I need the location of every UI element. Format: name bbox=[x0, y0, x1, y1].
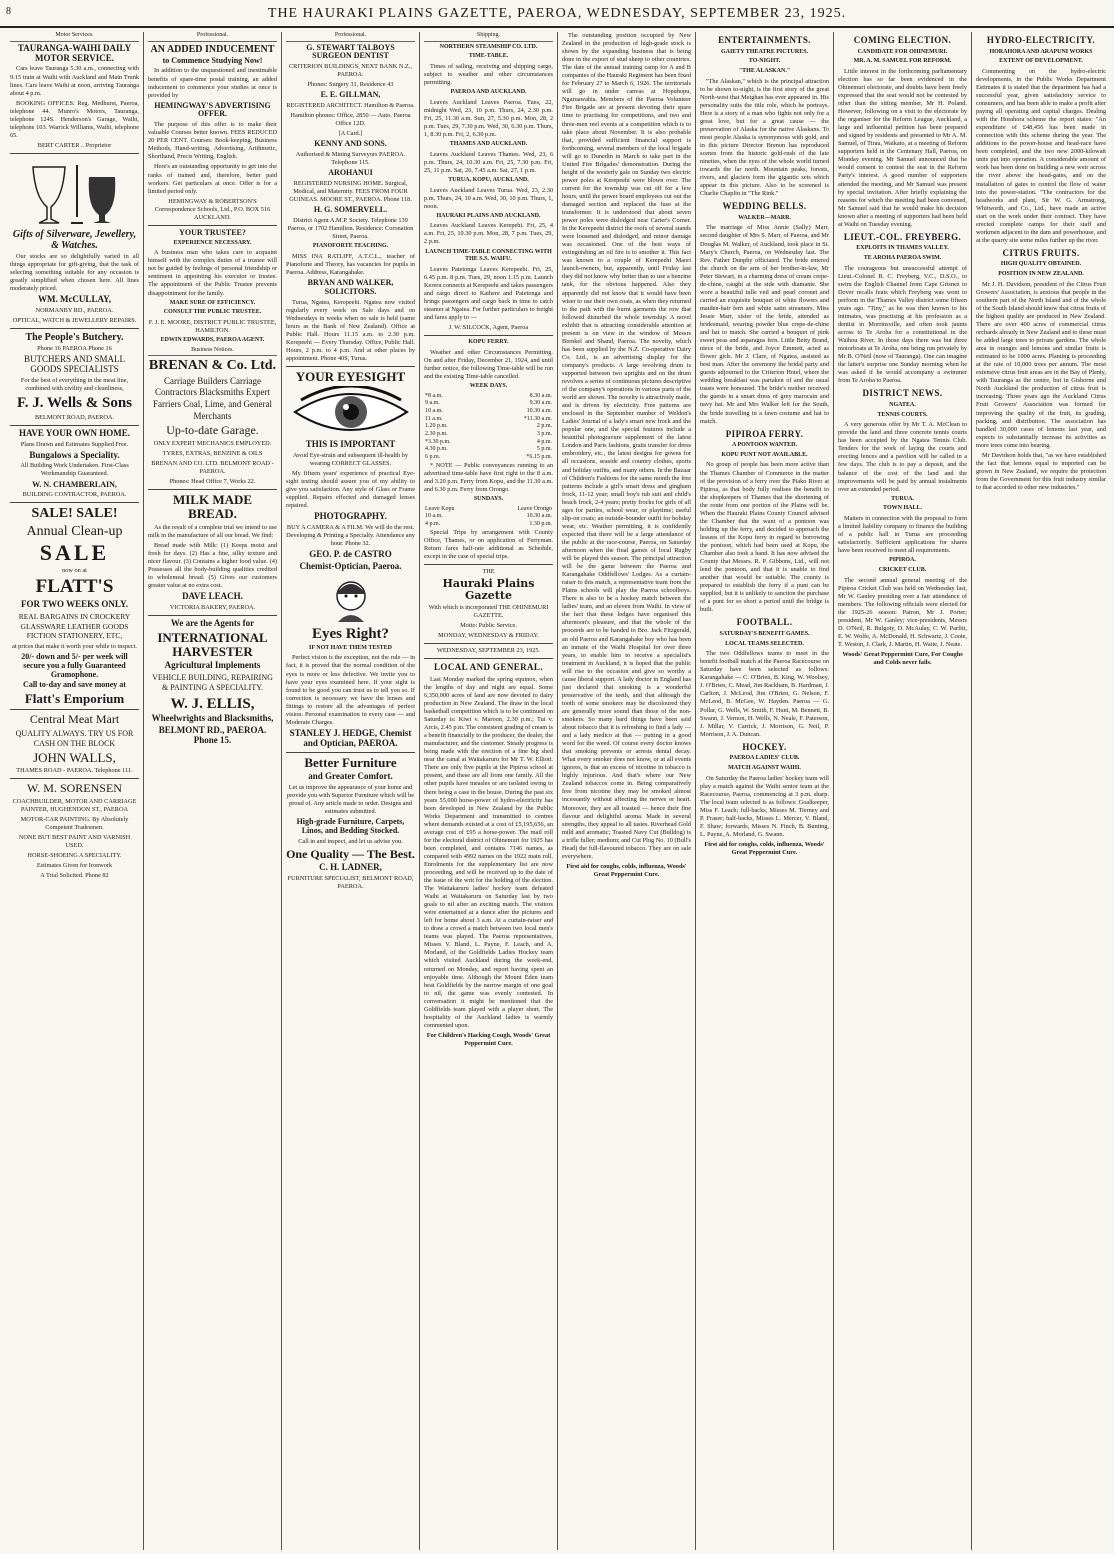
table-row bbox=[424, 454, 553, 462]
ad-body: TYRES, EXTRAS, BENZINE & OILS bbox=[162, 449, 263, 457]
ad-subhead: MAKE SURE OF EFFICIENCY. bbox=[169, 299, 256, 306]
table-cell: 10 a.m. bbox=[425, 513, 443, 520]
ad-body: Leaves Auckland Leaves Kerepehi. Fri, 25, 4 a.m. Fri, 25, 10.30 p.m. Mon, 28, 7 p.m. Tues, 29, 2 p.m. bbox=[424, 222, 553, 246]
article-headline: COMING ELECTION. bbox=[853, 35, 952, 45]
ad-subhead: PIANOFORTE TEACHING. bbox=[312, 243, 389, 250]
ad-headline: Agricultural Implements bbox=[164, 660, 261, 671]
article-headline: HYDRO-ELECTRICITY. bbox=[986, 35, 1096, 45]
ad-headline: FOR TWO WEEKS ONLY. bbox=[20, 599, 129, 610]
ad-subhead: EDWIN EDWARDS, PAEROA AGENT. bbox=[160, 337, 265, 343]
ad-body: CRITERION BUILDINGS, NEXT BANK N.Z., PAEROA. bbox=[288, 63, 413, 79]
ad-body: REGISTERED NURSING HOME. Surgical, Medical, and Maternity. FEES FROM FOUR GUINEAS. MOORE ST., PAEROA. Phone 118. bbox=[289, 180, 412, 204]
ad-body: Call in and inspect, and let us advise you. bbox=[298, 837, 403, 845]
column-shipping bbox=[420, 32, 558, 1550]
column-motor-services bbox=[6, 32, 144, 1550]
ad-subhead: NORTHERN STEAMSHIP CO. LTD. bbox=[439, 43, 538, 50]
ad-body: HORSE-SHOEING A SPECIALITY. bbox=[27, 851, 122, 859]
ad-body: Cars leave Tauranga 5.30 a.m., connecting with 9.15 train at Waihi with Auckland and Main Trunk lines. Cars leave Waihi at noon, arriving Tauranga about 4 p.m. bbox=[10, 65, 139, 97]
ad-body: Leaves Patetonga Leaves Kerepeehi. Fri, 25, 6.45 p.m. 8 p.m. Tues, 29, noon 1.15 p.m. Launch Kereru connects at Kerepeehi and takes passengers and cargo direct to Kaihere and Patetonga and brings passengers and cargo back in time to catch steamer at Ngatea. For further particulars to freight and fares apply to — bbox=[424, 265, 553, 322]
ad-body: Estimates Given for Ironwork bbox=[36, 862, 113, 869]
article-subhead: A PONTOON WANTED. bbox=[732, 442, 797, 449]
ad-headline: Better Furniture bbox=[304, 754, 397, 770]
ad-body: at prices that make it worth your while to inspect. bbox=[12, 642, 137, 650]
ad-body: Phone 16 PAEROA Phone 16 bbox=[37, 345, 112, 353]
section-label: Motor Services. bbox=[10, 32, 139, 42]
ad-headline: SALE! SALE! bbox=[31, 506, 118, 522]
newspaper-columns bbox=[6, 32, 1110, 1550]
ad-body: A Trial Solicited. Phone 82 bbox=[40, 872, 109, 880]
ad-subhead: CONSULT THE PUBLIC TRUSTEE. bbox=[163, 309, 262, 316]
ad-headline: G. STEWART TALBOYS SURGEON DENTIST bbox=[306, 42, 395, 61]
section-label: Business Notices. bbox=[148, 347, 277, 357]
article-headline: LIEUT.-COL. FREYBERG. bbox=[843, 231, 962, 242]
divider bbox=[424, 658, 553, 659]
ad-headline: HAVE YOUR OWN HOME. bbox=[18, 427, 130, 438]
table-cell: 4 p.m. bbox=[425, 521, 441, 527]
eye-illustration bbox=[291, 386, 411, 438]
ad-headline: INTERNATIONAL HARVESTER bbox=[157, 629, 268, 659]
ad-body: Turua, Ngatea, Kerepeehi. Ngatea now visited regularly every week on Sale days and on Wednesdays in weeks when no sale is held (same hours as the Bank of New Zealand). Office at Public Hall. Hours 11.15 a.m. to 2.30 p.m. Kerepeehi — Every Thursday. Office, Public Hall. Hours, 2 p.m. to 4 p.m. And at other places by appointment. Phone 40S, Turua. bbox=[286, 298, 415, 362]
article-subhead: TURUA. bbox=[891, 495, 914, 502]
article-headline: WEDDING BELLS. bbox=[722, 201, 807, 212]
ad-headline: Gifts of Silverware, Jewellery, & Watches. bbox=[12, 228, 137, 251]
ad-headline: F. J. Wells & Sons bbox=[16, 395, 133, 412]
table-cell: Leave Kopu bbox=[425, 505, 455, 512]
table-row bbox=[424, 416, 553, 424]
table-cell: *6.15 p.m. bbox=[526, 454, 552, 461]
table-cell: Leave Orongo bbox=[517, 505, 552, 512]
ad-subhead: TURUA, KOPU, AUCKLAND. bbox=[448, 176, 529, 183]
table-cell: 1.20 p.m. bbox=[425, 423, 448, 430]
ad-body: My fifteen years' experience of practical Eye-sight testing should assure you of my ability to give you satisfaction. Any style of Glass or Frame supplied. Repairs effected and damaged lenses repaired. bbox=[286, 470, 415, 510]
ad-body: VEHICLE BUILDING, REPAIRING & PAINTING A SPECIALITY. bbox=[152, 673, 273, 693]
divider bbox=[10, 425, 139, 426]
ad-body: now on at bbox=[62, 567, 87, 575]
ad-headline: Eyes Right? bbox=[311, 626, 390, 643]
ad-body: BOOKING OFFICES: Reg. Medhurst, Paeroa, telephone 44. Munro's Motors, Tauranga, telephone 124S. Henderson's Garage, Waihi, telephone 103. Warrick Williams, Waihi, telephone 65. bbox=[10, 99, 139, 139]
column-entertainments bbox=[696, 32, 834, 1550]
ad-body: Times of sailing, receiving and shipping cargo, subject to weather and other circumstances permitting. bbox=[424, 63, 553, 87]
ad-body: MOTOR-CAR PAINTING. By Absolutely Competent Tradesmen. bbox=[20, 815, 129, 831]
table-row bbox=[424, 431, 553, 439]
ad-body: HEMINGWAY & ROBERTSON'S Correspondence Schools, Ltd., P.O. BOX 516 AUCKLAND. bbox=[154, 197, 271, 221]
article-body: On Saturday the Paeroa ladies' hockey team will play a match against the Waihi senior team at the Racecourse, Paeroa, commencing at 3 p.m. sharp. The local team selected is as follows: Goalkeeper, Miss F. Leach; full-backs, Misses M. Tierney and P. Fraser; half-backs, Misses L. Mercer, V. Bland, F. Shaw; forwards, Misses N. Finch, B. Bunting, L. Payne, A. Morland, G. Swann. bbox=[700, 774, 829, 838]
ad-body: First aid for coughs, colds, influenza, Woods' Great Peppermint Cure. bbox=[704, 840, 825, 856]
article-subhead: HIGH QUALITY OBTAINED. bbox=[1000, 261, 1082, 268]
divider bbox=[10, 328, 139, 329]
masthead bbox=[0, 0, 1114, 28]
divider bbox=[424, 564, 553, 565]
article-body: Commenting on the hydro-electric developments, in the Public Works Department Estimates it is stated that the department has had a successful year, given satisfactory service to consumers, and has been able to make a profit after paying all operating and capital charges. Dealing with the Horahora scheme the report states: "An expenditure of £48,456 has been made in connection with this scheme during the year. The additions to the power-house and head-race have been completed, and the two new 2000-kilowatt units put into operation. A considerable amount of work has been done on building a new weir across the river above the head-gates, and on the installation of gates to control the flow of water into the power-station. "The contractors for the headworks and plant, Sir W. G. Armstrong, Whitworth, and Co., Ltd., have made an active start on the work under their contract. They have erected complete camps for their staff and workmen adjacent to the dam and powerhouse, and at the quarry site some miles further up the river. bbox=[976, 67, 1106, 244]
article-body: Mr Davidson holds that, "as we have established the fact that lemons equal to imported can be grown in New Zealand, we require the protection from the Government for this fruit industry similar to that accorded to other new industries." bbox=[976, 451, 1106, 491]
article-subhead: LOCAL TEAMS SELECTED. bbox=[725, 640, 804, 647]
ad-headline: KENNY AND SONS. bbox=[314, 139, 387, 149]
article-body: No group of people has been more active than the Thames Chamber of Commerce in the matter of the provision of a ferry over the Piako River at Pipiroa, as that body fully realises the benefit to the shopkeepers of Thames that the shortening of the route from one portion of the Plains will be. When the Hauraki Plains County Council advised the Chamber that the want of a pontoon was holding up the ferry, and decided to approach the lessees of the Kopu ferry in regard to borrowing the pontoon, which had been used at Kopu, the Chamber also took a hand. It has now advised the County that Messrs. R. P. Gibbons, Ltd., will not lend the pontoon, and that it is unable to find another that would be suitable. The county is prepared to establish the ferry if a punt can be supplied, but it is unlikely to sanction the purchase of a punt for so short a period until the bridge is built. bbox=[700, 461, 829, 614]
ad-body: BUILDING CONTRACTOR, PAEROA. bbox=[22, 491, 127, 499]
article-subhead: SATURDAY'S BENEFIT GAMES. bbox=[719, 630, 810, 637]
table-cell: 9 a.m. bbox=[425, 400, 440, 407]
ad-body: ONLY EXPERT MECHANICS EMPLOYED. bbox=[153, 439, 272, 447]
column-local-news bbox=[558, 32, 696, 1550]
ad-headline: HEMINGWAY'S ADVERTISING OFFER. bbox=[154, 100, 271, 119]
article-headline: ENTERTAINMENTS. bbox=[718, 35, 811, 45]
ad-body: Weather and other Circumstances Permitting. On and after Friday, December 21, 1924, and until further notice, the following Time-table will be run and the existing Time-table cancelled. bbox=[424, 348, 553, 381]
ad-body: Leaves Auckland Leaves Paeroa. Tues, 22, midnight Wed, 23, 10 p.m. Thurs, 24, 2.30 p.m. Fri, 25, 11.30 a.m. Sun, 27, 5.30 p.m. Mon, 28, 2 p.m. Tues, 29, 7.30 p.m. Wed, 30, 6.30 p.m. Thurs, 1, 8.30 p.m. Fri, 2, 6.30 p.m. bbox=[424, 98, 553, 139]
article-headline: CITRUS FRUITS. bbox=[1002, 247, 1080, 258]
ad-body: Woods' Great Peppermint Cure, For Coughs and Colds never fails. bbox=[842, 650, 963, 667]
ad-body: NONE BUT BEST PAINT AND VARNISH USED. bbox=[18, 833, 131, 849]
article-subhead: EXPLOITS IN THAMES VALLEY. bbox=[856, 245, 949, 252]
article-subhead: HORAHORA AND ARAPUNI WORKS bbox=[989, 48, 1093, 55]
ad-subhead: WEEK DAYS. bbox=[469, 383, 508, 390]
section-label: Shipping. bbox=[424, 32, 553, 42]
ad-headline: E. E. GILLMAN, bbox=[320, 90, 381, 100]
ad-body: Perfect vision is the exception, not the rule — in fact, it is proved that the normal condition of the eyes is more or less defective. We invite you to have your eyes examined here. If your sight is found to be good you can trust us to tell you so. If correction is necessary we have the lenses and fittings to restore all the advantages of perfect vision. Personal examination in every case — and Moderate Charges. bbox=[286, 654, 415, 726]
ad-headline: to Commence Studying Now! bbox=[162, 55, 263, 65]
ad-body: A business man who takes care to acquaint himself with the complex duties of a trustee will not be guided by feelings of personal friendship or sentiment in appointing his executor or trustee. The appointment of the Public Trustee prevents disappointment for the family. bbox=[148, 249, 277, 297]
ad-body: COACHBUILDER, MOTOR AND CARRIAGE PAINTER, HUGHENDON ST., PAEROA bbox=[12, 797, 137, 813]
ad-subhead: LAUNCH TIME-TABLE CONNECTING WITH THE S.S. WAIFU. bbox=[425, 248, 552, 263]
ad-headline: Call to-day and save money at bbox=[23, 680, 126, 690]
ad-body: Our stocks are so delightfully varied in all things appropriate for gift-giving, that the task of selecting something suitable for any occasion is greatly simplified when chosen here. All lines moderately priced. bbox=[10, 252, 139, 293]
table-cell: 2 p.m. bbox=[536, 423, 552, 430]
table-row bbox=[424, 446, 553, 454]
ad-body: NORMANBY RD., PAEROA. bbox=[35, 307, 114, 315]
ad-headline: AN ADDED INDUCEMENT bbox=[150, 43, 275, 55]
ad-headline: BELMONT RD., PAEROA. Phone 15. bbox=[158, 725, 267, 745]
ad-body: All Building Work Undertaken. First-Class Workmanship Guaranteed. bbox=[20, 462, 129, 478]
ad-subhead: HAURAKI PLAINS AND AUCKLAND. bbox=[436, 212, 541, 219]
ad-headline: W. M. SORENSEN bbox=[27, 781, 122, 796]
silverware-illustration bbox=[25, 157, 125, 227]
ad-headline: WM. McCULLAY, bbox=[37, 294, 112, 305]
ad-subhead: KOPU FERRY. bbox=[468, 339, 509, 346]
nameplate-the: THE bbox=[482, 567, 495, 575]
ad-body: As the result of a complete trial we intend to use milk in the manufacture of all our bread. We find: bbox=[148, 523, 277, 539]
ad-body: Hamilton phones: Office, 2850 — Auto. Paeroa Office 12D. bbox=[290, 112, 411, 128]
divider bbox=[10, 709, 139, 710]
ad-headline: THIS IS IMPORTANT bbox=[305, 439, 396, 450]
table-cell: 11 a.m. bbox=[425, 415, 443, 422]
ad-headline: Wheelwrights and Blacksmiths, bbox=[151, 713, 274, 724]
article-subhead: CRICKET CLUB. bbox=[878, 566, 927, 573]
ad-body: OPTICAL, WATCH & JEWELLERY REPAIRS. bbox=[12, 317, 137, 325]
table-row bbox=[424, 513, 553, 521]
ad-headline: C. H. LADNER, bbox=[319, 861, 382, 872]
ad-headline: Bungalows a Speciality. bbox=[29, 449, 120, 460]
table-cell: *8 a.m. bbox=[425, 392, 443, 399]
ad-headline: The People's Butchery. bbox=[25, 332, 124, 344]
article-subhead: PAEROA LADIES' CLUB. bbox=[729, 755, 800, 762]
sunday-ferry-table bbox=[424, 506, 553, 529]
ad-headline: AROHANUI bbox=[328, 168, 373, 178]
table-cell: 9.30 a.m. bbox=[529, 400, 552, 407]
ad-body: BELMONT ROAD, PAEROA. bbox=[34, 413, 115, 421]
ad-body: Here's an outstanding opportunity to get into the ranks of trained and, therefore, better paid workers. Get particulars at once. Offer is for a limited period only. bbox=[148, 163, 277, 195]
ad-body: BERT CARTER .. Proprietor bbox=[37, 141, 112, 149]
table-cell: 5 p.m. bbox=[536, 446, 552, 453]
ad-body: Let us improve the appearance of your home and provide you with Superior Furniture which will be proud of. Any article made to order. Designs and estimates submitted. bbox=[286, 783, 415, 815]
article-body: A very generous offer by Mr T. A. McClean to provide the land and three concrete tennis courts has been accepted by the Ngatea Tennis Club. Tenders for the work of laying the courts and erecting fences and a pavilion will be called in a few days. The club is to pay a deposit, and the balance of the cost of the land and the improvements will be paid by annual instalments over an extended period. bbox=[838, 421, 967, 493]
ad-body: REGISTERED ARCHITECT. Hamilton & Paeroa. bbox=[286, 102, 415, 110]
ad-body: Avoid Eye-strain and subsequent ill-health by wearing CORRECT GLASSES. bbox=[292, 452, 409, 468]
ad-body: Leaves Auckland Leaves Thames. Wed, 23, 6 p.m. Thurs, 24, 10.30 a.m. Fri, 25, 7.30 p.m. Fri, 25, 11 p.m. Sat, 26, 7.45 a.m. Sat, 27, 1 p.m. bbox=[424, 150, 553, 174]
section-label: Professional. bbox=[148, 32, 277, 42]
ad-body: BRENAN AND CO. LTD. BELMONT ROAD - PAEROA. bbox=[151, 459, 274, 475]
article-body: Matters in connection with the proposal to form a limited liability company to finance the building of a public hall in Turua are proceeding satisfactorily. Sufficient applications for shares have been received to meet all requirements. bbox=[838, 514, 967, 555]
ad-body: District Agent A.M.P. Society. Telephone 139 Paeroa, or 1702 Hamilton. Residence: Coronation Street, Paeroa. bbox=[287, 217, 414, 241]
ad-body: MONDAY, WEDNESDAY & FRIDAY. bbox=[438, 632, 539, 640]
table-row bbox=[424, 506, 553, 514]
ad-headline: Up-to-date Garage. bbox=[166, 423, 259, 438]
article-subhead: POSITION IN NEW ZEALAND. bbox=[998, 271, 1084, 278]
ad-headline: YOUR TRUSTEE? bbox=[179, 227, 246, 237]
table-row bbox=[424, 521, 553, 529]
ad-headline: 20/- down and 5/- per week will secure you a fully Guaranteed Gramophone. bbox=[21, 652, 128, 679]
section-label: Professional. bbox=[286, 32, 415, 42]
ad-headline: Flatt's Emporium bbox=[24, 691, 125, 707]
divider bbox=[424, 643, 553, 644]
article-subhead: GAIETY THEATRE PICTURES. bbox=[720, 48, 809, 55]
article-subhead: TO-NIGHT. bbox=[748, 58, 781, 65]
ad-body: Special Trips by arrangement with County Office, Thames, or on application of Ferryman. Return fares half-rate additional as Schedule, except in the case of special trips. bbox=[424, 528, 553, 560]
article-body: The courageous but unsuccessful attempt of Lieut.-Colonel B. C. Freyberg, V.C., D.S.O., to swim the English Channel from Cape Grisnez to Dover recalls feats which Freyberg was wont to perform in the Thames Valley district some fifteen years ago. "Tiny," as he was then known to his intimates, was practising at his profession as a dentist in Morrinsville, and often took jaunts across to Te Aroha for a constitutional in the Waihou River. In those days there was but three motorboats at Te Aroha, one being run privately by Mr B. O'Neil (now of Tauranga). One can imagine the latter's surprise one Sunday morning when he was asked if he would accompany a swimmer from Te Aroha to Paeroa. bbox=[838, 264, 967, 385]
page-number: 8 bbox=[6, 6, 12, 17]
article-subhead: "THE ALASKAN." bbox=[738, 67, 791, 74]
ad-body: Bread made with Milk: (1) Keeps moist and fresh for days. (2) Has a fine, silky texture and nicer flavour. (3) Contains a higher food value. (4) Possesses all the body-building qualities credited to wholemeal bread. (5) Gives our customers greater value at no extra cost. bbox=[148, 541, 277, 589]
ad-body: J. W. SILCOCK, Agent, Paeroa bbox=[448, 324, 529, 332]
article-subhead: PIPIROA. bbox=[889, 557, 916, 564]
table-row bbox=[424, 408, 553, 416]
article-headline: DISTRICT NEWS. bbox=[862, 388, 943, 399]
ad-body: F. J. E. MOORE, DISTRICT PUBLIC TRUSTEE, HAMILTON. bbox=[148, 318, 277, 334]
ad-body: Plans Drawn and Estimates Supplied Free. bbox=[20, 440, 129, 448]
article-body: Mr J. H. Davidson, president of the Citrus Fruit Growers' Association, is anxious that people in the southern part of the North Island and of the whole of the South Island should know that citrus fruits of the highest quality are produced in New Zealand. There are over 400 acres of commercial citrus orchards already in New Zealand and to these must be added large trees to private gardens. The whole area in oranges and lemons and similar fruits is estimated to be 1000 acres. Planting is proceeding at the rate of 10,000 trees per annum. The most extensive citrus fruit areas are in the Bay of Plenty, with Tauranga as the centre, but in Gisborne and North Auckland the production of citrus fruit is increasing. Three years ago the Auckland Citrus Fruit Growers' Association was formed for improving the quality of the fruit, its grading, packing, and distribution. The association has handled 30,000 cases of lemons last year, and expects to substantially increase its activities as more trees come into bearing. bbox=[976, 280, 1106, 449]
ad-headline: BRYAN AND WALKER, SOLICITORS. bbox=[307, 277, 394, 296]
article-subhead: TE AROHA PAEROA SWIM. bbox=[863, 254, 942, 261]
table-row bbox=[424, 439, 553, 447]
table-row bbox=[424, 423, 553, 431]
table-cell: 3 p.m. bbox=[536, 431, 552, 438]
ad-body: Phones: Head Office 7, Works 22. bbox=[169, 477, 256, 485]
divider bbox=[424, 335, 553, 336]
ad-headline: TAURANGA-WAIHI DAILY MOTOR SERVICE. bbox=[17, 42, 132, 63]
ad-body: [A Card.] bbox=[338, 130, 363, 138]
article-subhead: WALKER—MARR. bbox=[738, 214, 791, 221]
divider bbox=[148, 615, 277, 616]
article-subhead: CANDIDATE FOR OHINEMURI. bbox=[857, 48, 948, 55]
divider bbox=[148, 489, 277, 490]
ad-headline: W. J. ELLIS, bbox=[170, 695, 255, 712]
ad-headline: W. N. CHAMBERLAIN, bbox=[32, 479, 117, 489]
ad-body: BUY A CAMERA & A FILM. We will do the rest. Developing & Printing a Specialty. Attendance any hour. Phone 32. bbox=[286, 524, 415, 548]
divider bbox=[10, 778, 139, 779]
ad-subhead: PAEROA AND AUCKLAND. bbox=[450, 89, 527, 96]
ad-headline: We are the Agents for bbox=[170, 617, 255, 628]
ad-body: FURNITURE SPECIALIST, BELMONT ROAD, PAEROA. bbox=[287, 874, 414, 890]
ad-headline: FLATT'S bbox=[35, 576, 114, 598]
ad-body: Motto: Public Service. bbox=[460, 622, 517, 630]
masthead-title: THE HAURAKI PLAINS GAZETTE, PAEROA, WEDNESDAY, SEPTEMBER 23, 1925. bbox=[267, 6, 847, 21]
ad-body: Leaves Auckland Leaves Turua. Wed, 23, 2.30 p.m. Thurs, 24, 10 a.m. Wed, 30, 10 p.m. Thurs, 1, noon. bbox=[424, 186, 553, 210]
table-cell: 4 p.m. bbox=[536, 438, 552, 445]
ad-subhead: EXPERIENCE NECESSARY. bbox=[173, 239, 252, 246]
table-cell: *3.30 p.m. bbox=[425, 438, 451, 445]
ad-body: For the best of everything in the meat line, combined with civility and cleanliness, bbox=[20, 376, 129, 393]
article-subhead: NGATEA. bbox=[889, 401, 916, 408]
ad-body: The purpose of this offer is to make their valuable Courses better known. FEES REDUCED 20 PER CENT. Courses: Book-keeping, Business Methods, Hand-writing, Advertising, Arithmetic, Shorthand, Precis Writing, English. bbox=[148, 121, 277, 161]
ad-body: * NOTE — Public conveyances running to an advertised time-table have first right to the 8 a.m. and 3.20 p.m. Ferry from Kopu, and the 11.30 a.m. and 6.30 p.m. Ferry from Orongo. bbox=[424, 461, 553, 493]
ad-body: Phones: Surgery 31, Residence 43 bbox=[307, 81, 394, 89]
table-row bbox=[424, 393, 553, 401]
ad-headline: High-grade Furniture, Carpets, Linos, and Bedding Stocked. bbox=[296, 817, 405, 835]
ad-headline: Central Meat Mart bbox=[29, 712, 120, 727]
article-subhead: TENNIS COURTS. bbox=[877, 411, 928, 418]
article-subhead: EXTENT OF DEVELOPMENT. bbox=[999, 58, 1083, 65]
article-body: Little interest in the forthcoming parliamentary election has so far been evidenced in the Ohinemuri electorate, and doubts have been freely expressed that the seat would not be contested by other than the sitting member, Mr H. Poland. However, following on a visit to the electorate by the organiser for the Reform League, Auckland, a large and influential petition has been prepared and signed by residents and presented to Mr A. M. Samuel, of Tirau, Waikato, at a meeting of Reform supporters held in the Centenary Hall, Paeroa, on Monday evening. Mr Samuel announced that he would consent to contest the seat in the Reform Party's interest. A good number of supporters attended the meeting, and Mr Samuel was present by special invitation. After briefly explaining the reasons for which the meeting had been convened, Mr Samuel said that he would make his decision known after a meeting of supporters had been held at Waihi on Tuesday evening. bbox=[838, 67, 967, 228]
article-subhead: MATCH AGAINST WAIHI. bbox=[728, 764, 801, 771]
article-body: The outstanding position occupied by New Zealand in the production of high-grade stock is shown by the expanding business that is being done in the export of stud sheep to other countries. The date of the annual training camp for A and B companies of the Hauraki Regiment has been fixed for February 27 to March 6, 1926. The territorials will go in under canvas at Hopuhopu, Ngaruawahia. Members of the Paeroa Volunteer Fire Brigade are at present devoting their spare time to practising for competitions, and two and three-men reel events at a competition which is to take place about November. It is also probable that, provided sufficient financial support is forthcoming, several members of the local brigade will go to Dunedin in March to take part in the United Fire Brigades' demonstration. During the height of the westerly gale on Sunday two electric power poles at Kerepeehi were blown over. The current for the township was cut off for a few hours, until the power board employees cut out the damaged section and replaced the fuse at the transformer. It is understood that about seven power poles were dislodged near Carter's Corner. In the Kerepeehi district the roofs of several stands were loosened and dislodged, and minor damage was occasioned. One of the best ways of extinguishing an oil fire is to smother it. This fact was known to a couple of Kerepeehi Maori launch-owners, but, apparently, until Friday last they did not know why better than to use a benzine tank, for the obvious happened. Also they apparently did not know that it would have been wiser to use their own coats, as when they returned to the path with the burnt garments the row that followed disturbed the whole township. A novel exhibit that is attracting considerable attention at present is on view in the window of Messrs Brenkel and Shand, Paeroa. The novelty, which has been supplied by the N.Z. Co-operative Dairy Co. Ltd., is an advertising display for the company's products. A large revolving drum is supported between two uprights and on the drum revolves a series of continuous pictures descriptive of the company's operations in various parts of the world are shown. The novelty is attractively made, and is driven by electricity. Free patterns are enclosed in the September number of Weldon's Ladies' Journal of a lady's smart new frock and the popular one, and the special features include a beautiful photogravure supplement of the latest London and Paris fashions, gratis transfer for dress embroidery, etc., the latest designs for gowns for all occasions, seaside and country clothes, sports and holiday outfits, and many others. In the Bazaar of Children's Fashions for the same month the free patterns include a girl's smart dress and gingham frock, 11-12 year; small boy's tub suit and child's beach frock, 2-4 years; pretty frocks for girls of all ages for parties, school wear, or playtime; useful slip-on coats; an outside-bounder outfit for holiday wear, etc. Weather permitting, it is confidently expected that there will be a large attendance of the public at the race-course, Paeroa, on Saturday afternoon when the final games of local Rugby will be played this season. The principal attraction will be the game between the Paeroa and Karangahake Oddfellows' Lodges. As a curtain-raiser to this match, a representative team from the Plains schools will play the Paeroa schoolboys. There is also to be a hockey match between the ladies' team, and an eleven from Waihi. In view of the fact that these lodges have organised this afternoon's pleasure, and that the whole of the proceeds are to be handed to Bro. Jack Fitzgerald, an old Paeroa and Karangahake boy who has been an inmate of the Waihi Hospital for over three years, to enable him to receive a specialist's treatment in Auckland, it is hoped that the public will rise to the occasion and give so worthy a cause liberal support. A lady doctor in England has just declared that smoking is a wonderful preservative of the teeth, and that although the tooth of some smokers may be discoloured they are generally more sound than those of the non-smokers. So many hard things have been said about tobacco that it is refreshing to find a lady — and a lady medico at that — putting in a good word for the weed. Of course every doctor knows that smoking prevents or arrests dental decay. What every smoker does not know, or at all events ignores, is that an excess of nicotine in tobacco is highly injurious. And that's where our New Zealand tobaccos come in. Being comparatively free from nicotine they may be smoked almost incessantly without affecting the nerves or heart. Moreover, they are all toasted — hence their fine flavour and delightful aroma. Made in several strengths, they appeal to all tastes. Riverhead Gold mild and aromatic; Toasted Navy Cut (Bulldog) is a trifle fuller; medium; and Cut Plug No. 10 (Bull's Head) the full-flavoured tobacco. They are on sale everywhere. bbox=[562, 32, 691, 860]
ad-body: MISS INA RATLIFF, A.T.C.L., teacher of Pianoforte and Theory, has vacancies for pupils in Paeroa. Address, Karangahake. bbox=[286, 252, 415, 276]
ad-subhead: TIME-TABLE. bbox=[468, 53, 509, 60]
ad-body: With which is incorporated THE OHINEMURI GAZETTE. bbox=[428, 604, 549, 620]
table-cell: 1.30 p.m. bbox=[529, 521, 552, 527]
table-cell: 10 a.m. bbox=[425, 408, 443, 415]
weekday-ferry-table bbox=[424, 393, 553, 462]
article-body: The two Oddfellows teams to meet in the benefit football match at the Paeroa Racecourse on Saturday have been selected as follows: Karangahake — C. O'Brien, B. King, W. Woolsey, J. O'Brien, C. Mead, Jim Rackham, B. Hardman, J. Carlton, J. McLeod, Jim O'Brien, G. Nelson, F. McLeod, B. McGee, W. Hayden. Paeroa — G. Pollar, G. Wells, W. Smith, F. Hunt, M. Bennett, B. Swann, J. Vernon, H. Wells, N. Neale, F. Paterson, J. Millar, V. Carrick, J. Morrison, G. Neil, P. Morrison, J. A. Duncan. bbox=[700, 650, 829, 738]
ad-headline: JOHN WALLS, bbox=[33, 750, 116, 766]
article-headline: LOCAL AND GENERAL. bbox=[434, 662, 543, 673]
ad-headline: YOUR EYESIGHT bbox=[295, 368, 406, 384]
divider bbox=[148, 225, 277, 226]
table-cell: 2.30 p.m. bbox=[425, 431, 448, 438]
ad-body: THAMES ROAD - PAEROA. Telephone 111. bbox=[16, 767, 133, 775]
table-cell: 6 p.m. bbox=[425, 454, 441, 461]
column-election bbox=[834, 32, 972, 1550]
article-headline: PIPIROA FERRY. bbox=[725, 428, 804, 439]
gazette-nameplate: Hauraki Plains Gazette bbox=[442, 576, 535, 602]
ad-headline: Annual Clean-up bbox=[26, 523, 123, 539]
ad-headline: BRENAN & Co. Ltd. bbox=[148, 358, 277, 374]
ad-body: Authorised & Mining Surveyors PAEROA. Telephone 115. bbox=[295, 151, 406, 167]
divider bbox=[286, 752, 415, 753]
dateline: WEDNESDAY, SEPTEMBER 23, 1925. bbox=[436, 647, 541, 655]
article-subhead: MR. A. M. SAMUEL FOR REFORM. bbox=[853, 58, 952, 65]
ad-headline: PHOTOGRAPHY. bbox=[314, 511, 387, 522]
table-cell: 10.30 a.m. bbox=[526, 513, 552, 520]
ad-headline: DAVE LEACH. bbox=[182, 590, 243, 601]
ad-body: REAL BARGAINS IN CROCKERY GLASSWARE LEATHER GOODS FICTION STATIONERY, ETC, bbox=[18, 612, 131, 641]
table-row bbox=[424, 400, 553, 408]
ad-body: In addition to the unquestioned and inestimable benefits of spare-time postal training, an added inducement to commence your studies at once is provided by bbox=[148, 67, 277, 99]
ad-headline: STANLEY J. HEDGE, Chemist and Optician, PAEROA. bbox=[289, 727, 412, 748]
column-professional bbox=[144, 32, 282, 1550]
column-professional-2 bbox=[282, 32, 420, 1550]
table-cell: *11.30 a.m. bbox=[523, 415, 552, 422]
ad-headline: One Quality — The Best. bbox=[286, 846, 415, 861]
ad-body: VICTORIA BAKERY, PAEROA. bbox=[169, 603, 256, 611]
ad-headline: MILK MADE BREAD. bbox=[172, 491, 253, 522]
ad-body: QUALITY ALWAYS. TRY US FOR CASH ON THE BLOCK bbox=[15, 728, 134, 748]
column-hydro-electricity bbox=[972, 32, 1110, 1550]
ad-body: Carriage Builders Carriage Contractors Blacksmiths Expert Farriers Coal, Lime, and General Merchants bbox=[153, 375, 272, 421]
woman-portrait-illustration bbox=[326, 574, 376, 624]
article-headline: FOOTBALL. bbox=[736, 617, 793, 628]
ad-headline: H. G. SOMERVELL. bbox=[313, 205, 388, 215]
ad-subhead: SUNDAYS. bbox=[473, 495, 504, 502]
ad-headline: BUTCHERS AND SMALL GOODS SPECIALISTS bbox=[23, 354, 125, 375]
article-body: Last Monday marked the spring equinox, when the lengths of day and night are equal. Some 6,350,000 acres of land are now devoted to dairy production in New Zealand. The draw in the local basketball competition which is to be continued on Saturday is: Kiwi v. Maroon, 2.30 p.m.; Tui v. Arcis, 2.45 p.m. The consistent grading of cream is a benefit financially to the producer, the dealer, the manufacturer, and the customer. Steady progress is being made with the erection of a fine big shed near the canal at Waitakaruru for Mr T. W. Elliott. There are only five pupils at the Pipiroa school at present, and these are all from one family. All the other pupils have measles or are isolated owing to there being a case in the house. During the past six years 55,000 horse-power of hydro-electricity has been developed in New Zealand by the Public Works Department and transmitted to centres where demands existed at a cost of £5,195,656, an average cost of £95 a horse-power. The mail roll for the electoral district of Ohinemuri for 1925 has been completed, and contains 7146 names, as compared with 4992 names on the 1922 main roll. Enrolments for the supplementary list are now proceeding, and will be received up to the date of the issue of the writ for the holding of the election. The Waitakaruru ladies' hockey team defeated Waihi at Waitakaruru on Saturday last by two goals to nil after an exciting match. The visitors were entertained at a dance after the pictures and left for home about 3 a.m. At a curtain-raiser and to draw a crowd a match between two local men's teams was played. The Paeroa representatives, Misses V. Bland, L. Payne, F. Leach, and A. Morland, of the Goldfields Ladies Hockey team which visited Auckland during the week-end, returned on Monday, and report having spent an enjoyable time. Although the Mount Eden team beat Goldfields by the narrow margin of one goal to nil, the game was evenly contested. In conversation it might be mentioned that the Goldfields team played with a player short. The hospitality of the Auckland ladies is warmly commented upon. bbox=[424, 675, 553, 1029]
article-body: The second annual general meeting of the Pipiroa Cricket Club was held on Wednesday last, Mr W. Ganley presiding over a fair attendance of members. The following officials were elected for the 1925-26 season: Patron, Mr J. Porter; president, Mr W. Ganley; vice-presidents, Messrs D. O'Neil, R. Bulgoty, D. McAulay, C. W. Parfitt, E. W. Wolfe, A. McDonald, H. Schwartz, J. Coote, T. Weston, J. Clark, J. Martin, H. Waite, J. Neate. bbox=[838, 576, 967, 648]
ad-subhead: THAMES AND AUCKLAND. bbox=[449, 141, 528, 148]
article-subhead: KOPU PUNT NOT AVAILABLE. bbox=[721, 451, 808, 458]
article-subhead: TOWN HALL. bbox=[883, 505, 922, 512]
divider bbox=[10, 153, 139, 154]
ad-headline: SALE bbox=[39, 540, 110, 566]
ad-headline: and Greater Comfort. bbox=[308, 770, 393, 781]
ad-body: First aid for coughs, colds, influenza, Woods' Great Peppermint Cure. bbox=[566, 862, 687, 878]
ad-body: For Children's Hacking Cough, Woods' Great Peppermint Cure. bbox=[426, 1031, 551, 1047]
ad-subhead: IF NOT HAVE THEM TESTED bbox=[308, 644, 393, 651]
divider bbox=[10, 502, 139, 503]
article-body: The marriage of Miss Annie (Sally) Marr, second daughter of Mrs S. Marr, of Paeroa, and Mr Douglas M. Walker, of Auckland, took place in St. Mary's Church, Paeroa, on Wednesday last. The Rev. Father Dunphy officiated. The bride entered the church on the arm of her brother-in-law, Mr Peter Stewart, in a charming dress of cream crepe-de-chine, caught at the side with diamante. She wore a beautiful tulle veil and pearl coronet and carried an exquisite bouquet of white flowers and maiden-hair fern and white satin streamers. Miss Jessie Marr, sister of the bride, attended as bridesmaid, wearing powder blue crepe-de-chine and hat to match. She carried a bouquet of pink sweet peas and asparagus fern. Little Betty Brand, niece of the bride, and Joyce Emmett, acted as flower girls. Mr J. Clare, of Ngatea, assisted as best man. After the ceremony the bridal party and guests adjourned to the Criterion Hotel, where the wedding breakfast was partaken of and the usual toasts were honoured. The bride's mother received the guests in a smart dress of grey marocain and navy hat. Mr and Mrs Walker left for the South, the bride travelling in a fawn costume and hat to match. bbox=[700, 224, 829, 425]
article-body: "The Alaskan," which is the principal attraction to be shown to-night, is the first story of the great North-west that Meighan has ever appeared in. His personality suits the title role, which he portrays. Here is a story of a man who fights not only for a great love, but for a great cause — the preservation of Alaska for the native Alaskans. To most people Alaska is synonymous with gold, and in this picture Director Brenon has reproduced scenes from the historic gold-rush of the late nineties, when the eyes of the whole world turned towards the far north. Mountain peaks, forests, rivers, and glaciers form the gigantic sets which appear in this picture. Also to be screened is Charlie Chaplin in "The Rink." bbox=[700, 77, 829, 198]
table-cell: 4.30 p.m. bbox=[425, 446, 448, 453]
divider bbox=[286, 366, 415, 367]
table-cell: 10.30 a.m. bbox=[526, 408, 552, 415]
table-cell: 8.30 a.m. bbox=[529, 392, 552, 399]
ad-headline: Chemist-Optician, Paeroa. bbox=[299, 561, 402, 572]
article-headline: HOCKEY. bbox=[742, 741, 787, 752]
ad-headline: GEO. P. de CASTRO bbox=[309, 549, 392, 560]
